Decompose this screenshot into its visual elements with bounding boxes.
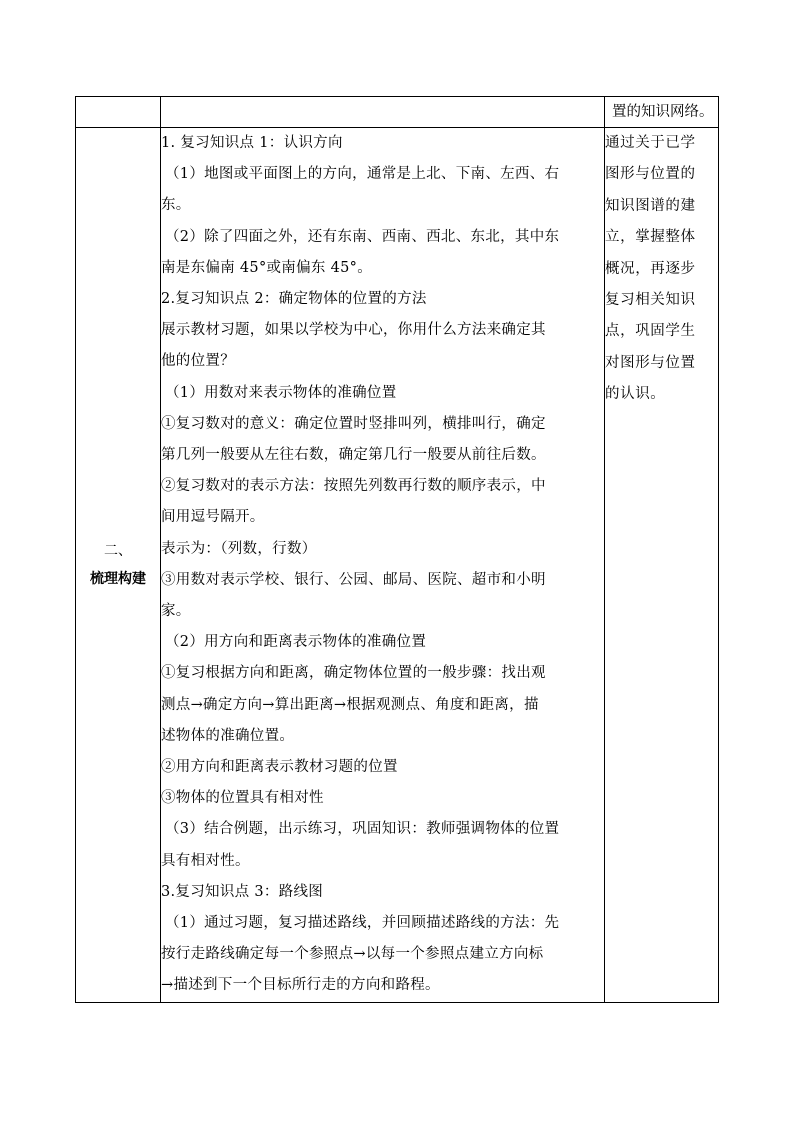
content-line: （1）用数对来表示物体的准确位置 [165,384,397,401]
content-line: （2）除了四面之外，还有东南、西南、西北、东北，其中东 [165,228,560,245]
design-intent-cell [605,128,719,1003]
design-intent-line: 概况，再逐步 [605,260,696,277]
table-row-continued [76,97,719,128]
content-line: 展示教材习题，如果以学校为中心，你用什么方法来确定其 [161,322,546,339]
content-line: 他的位置？ [161,353,235,370]
content-line: 第几列一般要从左往右数，确定第几行一般要从前往后数。 [161,447,546,464]
content-line: 南是东偏南 45°或南偏东 45°。 [161,259,373,276]
content-line: 具有相对性。 [161,852,250,869]
content-line: 1. 复习知识点 1：认识方向 [161,135,343,151]
design-intent-line: 对图形与位置 [605,354,696,371]
content-line: 表示为：（列数，行数） [161,540,317,557]
content-line: →描述到下一个目标所行走的方向和路程。 [161,977,440,994]
content-line: ①复习根据方向和距离，确定物体位置的一般步骤：找出观 [161,665,546,682]
content-line: 东。 [161,197,191,214]
section-label-cell [76,128,161,1003]
design-intent-cell-continued [605,97,719,128]
content-line: 按行走路线确定每一个参照点→以每一个参照点建立方向标 [161,946,544,963]
design-intent-line: 立，掌握整体 [605,229,696,246]
content-line: 测点→确定方向→算出距离→根据观测点、角度和距离，描 [161,696,539,713]
content-line: 3.复习知识点 3：路线图 [161,883,324,900]
content-line: ③物体的位置具有相对性 [161,790,324,807]
design-intent-line: 通过关于已学 [605,135,696,151]
content-line: 述物体的准确位置。 [161,727,295,744]
content-line: 家。 [161,603,191,620]
section-number: 二、 [104,543,132,559]
design-intent-line: 的认识。 [605,386,666,403]
design-intent-line: 图形与位置的 [605,166,696,183]
content-line: （1）地图或平面图上的方向，通常是上北、下南、左西、右 [165,166,560,183]
content-line: （2）用方向和距离表示物体的准确位置 [165,634,427,651]
content-line: ②复习数对的表示方法：按照先列数再行数的顺序表示，中 [161,478,546,495]
section-title: 梳理构建 [90,571,146,587]
content-line: 间用逗号隔开。 [161,509,265,526]
empty-label-cell [76,97,161,128]
content-line: ①复习数对的意义：确定位置时竖排叫列，横排叫行，确定 [161,415,546,432]
design-intent-line: 知识图谱的建 [605,197,696,214]
design-intent-line: 点，巩固学生 [605,323,696,340]
empty-content-cell [161,97,605,128]
table-row-review-section [76,128,719,1003]
content-line: 2.复习知识点 2：确定物体的位置的方法 [161,291,427,308]
content-line: （3）结合例题，出示练习，巩固知识：教师强调物体的位置 [165,821,560,838]
content-line: ②用方向和距离表示教材习题的位置 [161,759,398,776]
content-line: （1）通过习题，复习描述路线，并回顾描述路线的方法：先 [165,915,560,932]
design-intent-line: 复习相关知识 [605,292,696,309]
lesson-plan-table [75,96,719,1003]
teaching-content-cell [161,128,605,1003]
design-intent-continued-text: 置的知识网络。 [612,104,714,120]
content-line: ③用数对表示学校、银行、公园、邮局、医院、超市和小明 [161,571,546,588]
